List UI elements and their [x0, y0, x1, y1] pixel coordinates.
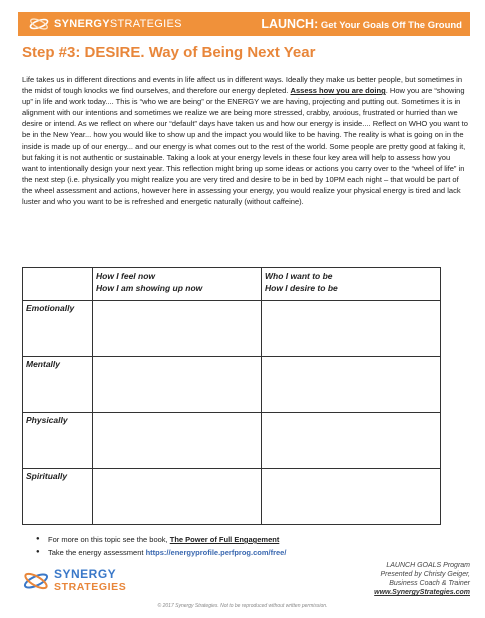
table-row: [23, 469, 441, 525]
spiritually-now-cell[interactable]: [93, 469, 262, 525]
table-row: [23, 357, 441, 413]
mentally-now-cell[interactable]: [93, 357, 262, 413]
table-header-now: How I feel now How I am showing up now: [93, 268, 262, 301]
table-row: [23, 413, 441, 469]
table-header-desired: Who I want to be How I desire to be: [262, 268, 441, 301]
intro-paragraph: Life takes us in different directions and events in life affect us in different ways. Ideally they make us better people, but sometimes in the midst of tough knocks we find ourselves, and therefore our energy depleted. Assess how you are doing. How you are “showing up” in life and work today.... This is “who we are being” or the ENERGY we are having, projecting and putting out. Sometimes it is in alignment with our intentions and sometimes we realize we are being more stressed, crabby, anxious, frustrated or hurried than we desire or intend. As we reflect on where our “default” days have taken us and how our energy is inside.... Reflect on WHO you want to be in the New Year... how you would like to show up and the impact you would like to be having. The reality is what is going on in the inside is made up of our energy... and our energy is what comes out to the rest of the world. Some people are pretty good at faking it, but faking it is not authentic or sustainable. Taking a look at your energy levels in these four key area will help to assess how you want to intentionally design your next year. This reflection might bring up some ideas or actions you carry over to the “wheel of life” in the next step (i.e. physically you might realize you are very tired and desire to be in bed by 10PM each night – that would be part of the wheel assessment and actions, however here in assessing your energy, you would realize your physical energy is tired and lack luster and who you want to be is refreshed and energetic naturally (without caffeine).: [22, 75, 468, 207]
emotionally-desired-cell[interactable]: [262, 301, 441, 357]
page-title: Step #3: DESIRE. Way of Being Next Year: [22, 44, 316, 61]
list-item: ● Take the energy assessment https://energyprofile.perfprog.com/free/: [36, 546, 286, 559]
footer-logo-text: SYNERGY STRATEGIES: [54, 567, 127, 593]
row-label-mentally: Mentally: [23, 357, 93, 413]
mentally-desired-cell[interactable]: [262, 357, 441, 413]
website-link[interactable]: www.SynergyStrategies.com: [374, 589, 470, 596]
synergy-swirl-icon: [22, 569, 50, 593]
emotionally-now-cell[interactable]: [93, 301, 262, 357]
row-label-emotionally: Emotionally: [23, 301, 93, 357]
header-program-title: LAUNCH: Get Your Goals Off The Ground: [261, 17, 462, 31]
table-header-row: [23, 268, 441, 301]
presenter-credit: LAUNCH GOALS Program Presented by Christy Geiger, Business Coach & Trainer www.SynergyStrategies.com: [374, 562, 470, 596]
footer-logo: [22, 568, 126, 594]
row-label-physically: Physically: [23, 413, 93, 469]
spiritually-desired-cell[interactable]: [262, 469, 441, 525]
energy-assessment-link[interactable]: https://energyprofile.perfprog.com/free/: [145, 548, 287, 557]
physically-now-cell[interactable]: [93, 413, 262, 469]
synergy-swirl-icon: [28, 16, 50, 32]
table-header-empty: [23, 268, 93, 301]
header-brand-text: SYNERGYSTRATEGIES: [54, 18, 182, 30]
table-row: [23, 301, 441, 357]
energy-reflection-table: [22, 267, 441, 525]
row-label-spiritually: Spiritually: [23, 469, 93, 525]
header-brand: [28, 16, 182, 32]
copyright-notice: © 2017 Synergy Strategies. Not to be reproduced without written permission.: [157, 603, 328, 609]
physically-desired-cell[interactable]: [262, 413, 441, 469]
book-title: The Power of Full Engagement: [169, 535, 280, 544]
resource-list: [36, 533, 286, 559]
header-banner: [18, 12, 470, 36]
assess-emphasis: Assess how you are doing: [290, 86, 386, 96]
list-item: ● For more on this topic see the book, The Power of Full Engagement: [36, 533, 286, 546]
